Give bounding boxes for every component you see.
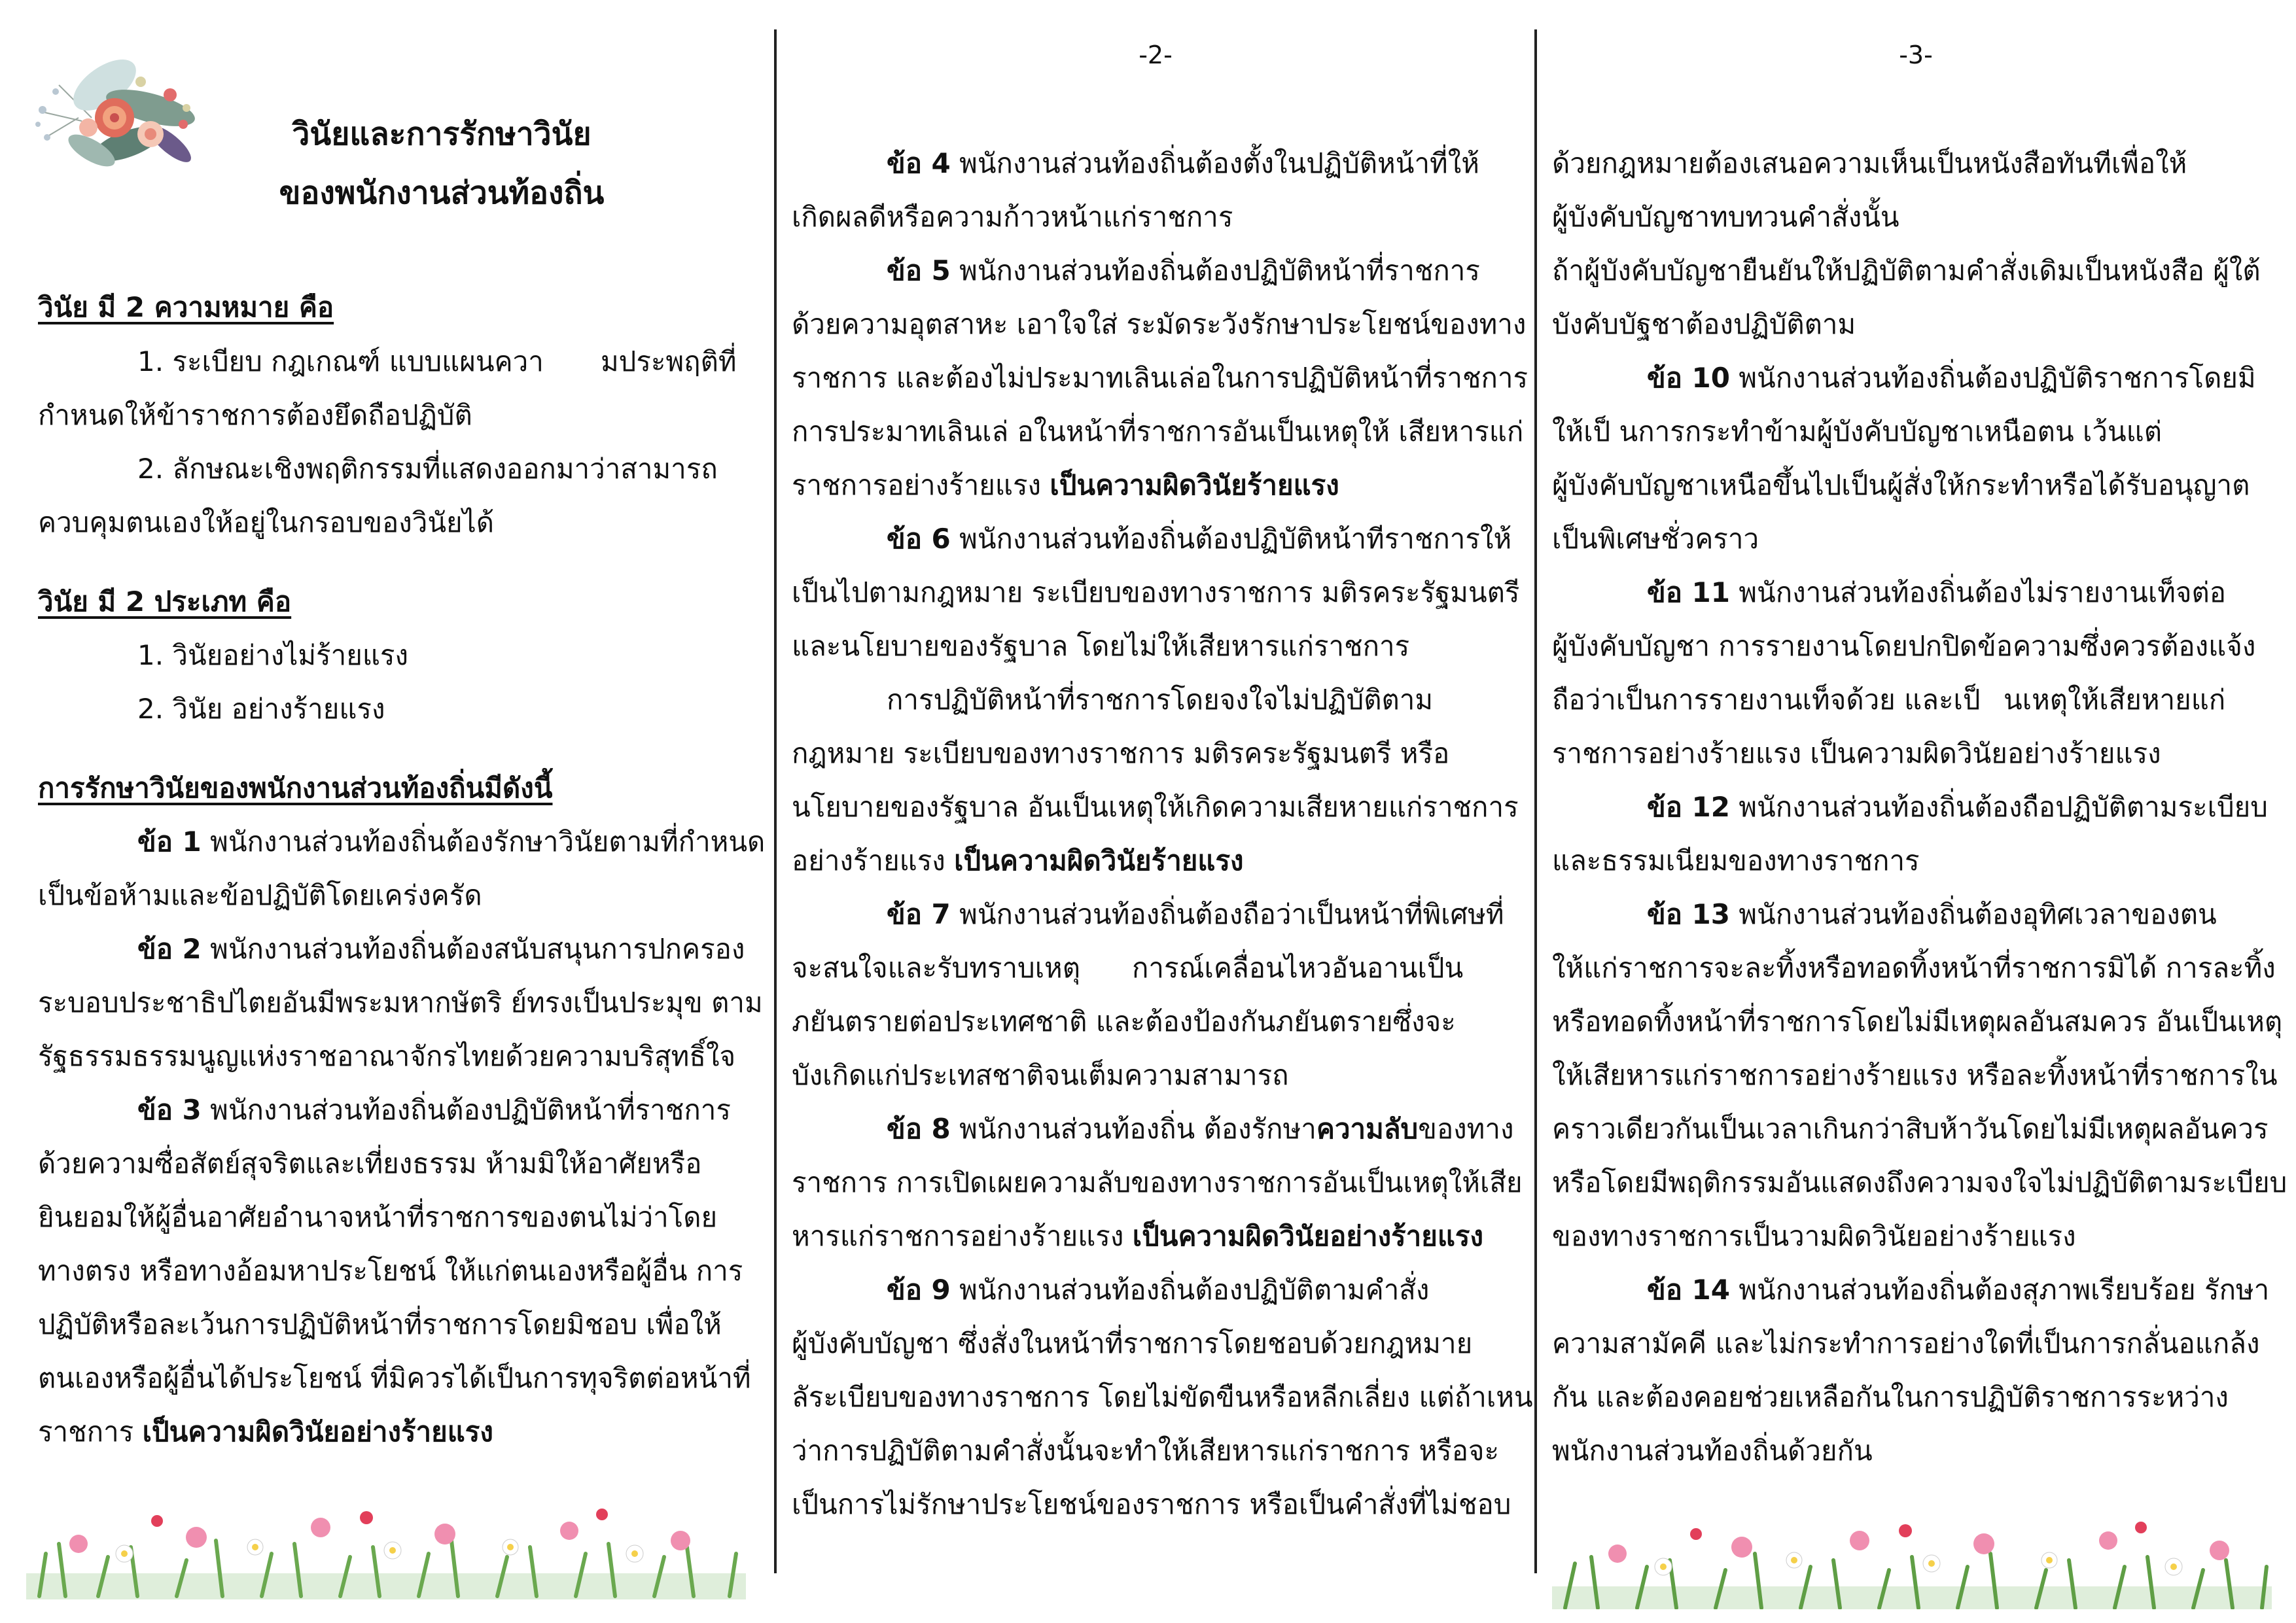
- flower-grass-border-image: [26, 1482, 746, 1599]
- rule-2-line-2: ระบอบประชาธิปไตยอันมีพระมหากษัตริ ย์ทรงเป็นประมุข ตาม: [38, 986, 763, 1019]
- rule-3-line-7: ราชการ เป็นความผิดวินัยอย่างร้ายแรง: [38, 1416, 493, 1448]
- rule-6-line-2: เป็นไปตามกฎหมาย ระเบียบของทางราชการ มติรคระรัฐมนตรี: [792, 576, 1520, 608]
- rule-11-line-3a: ถือว่าเป็นการรายงานเท็จด้วย และเป็: [1552, 684, 1981, 716]
- section-heading-rules: การรักษาวินัยของพนักงานส่วนท้องถิ่นมีดังนี้: [38, 772, 553, 804]
- rule-4-line-2: เกิดผลดีหรือความก้าวหน้าแก่ราชการ: [792, 201, 1233, 233]
- rule-8-line-3: หารแก่ราชการอย่างร้ายแรง เป็นความผิดวินัยอย่างร้ายแรง: [792, 1220, 1483, 1252]
- rule-10-line-4: เป็นพิเศษชั่วคราว: [1552, 523, 1759, 555]
- rule-14-line-1: ข้อ 14 พนักงานส่วนท้องถิ่นต้องสุภาพเรียบร้อย รักษา: [1647, 1274, 2270, 1306]
- rule-1-line-2: เป็นข้อห้ามและข้อปฏิบัติโดยเคร่งครัด: [38, 879, 482, 911]
- flower-grass-border-image: [1552, 1505, 2272, 1609]
- rule-11-line-1: ข้อ 11 พนักงานส่วนท้องถิ่นต้องไม่รายงานเท็จต่อ: [1647, 576, 2227, 608]
- meaning-1-part-a: 1. ระเบียบ กฎเกณฑ์ แบบแผนควา: [137, 345, 544, 377]
- section-heading-types: วินัย มี 2 ประเภท คือ: [38, 585, 292, 618]
- section-heading-meanings: วินัย มี 2 ความหมาย คือ: [38, 291, 334, 323]
- column-2: [775, 0, 1536, 1623]
- rule-3-line-5: ปฏิบัติหรือละเว้นการปฏิบัติหน้าที่ราชการโดยมิชอบ เพื่อให้: [38, 1308, 722, 1340]
- rule-3-line-3: ยินยอมให้ผู้อื่นอาศัยอำนาจหน้าที่ราชการของตนไม่ว่าโดย: [38, 1201, 718, 1233]
- rule-7-line-3: ภยันตรายต่อประเทศชาติ และต้องป้องกันภยันตรายซึ่งจะ: [792, 1005, 1456, 1038]
- rule-13-line-6: หรือโดยมีพฤติกรรมอันแสดงถึงความจงใจไม่ปฏิบัติตามระเบียบ: [1552, 1166, 2287, 1198]
- rule-2-line-3: รัฐธรรมธรรมนูญแห่งราชอาณาจักรไทยด้วยความบริสุทธิ์ใจ: [38, 1040, 736, 1072]
- meaning-2-part-a: 2. ลักษณะเชิงพฤติกรรมที่แสดงออกมาว่าสามารถ: [137, 453, 718, 485]
- rule-9-line-2: ผู้บังคับบัญชา ซึ่งสั่งในหน้าที่ราชการโดยชอบด้วยกฎหมาย: [792, 1327, 1473, 1359]
- rule-10-line-1: ข้อ 10 พนักงานส่วนท้องถิ่นต้องปฏิบัติราชการโดยมิ: [1647, 362, 2256, 394]
- rule-12-line-1: ข้อ 12 พนักงานส่วนท้องถิ่นต้องถือปฏิบัติตามระเบียบ: [1647, 791, 2268, 823]
- rule-5-line-3: ราชการ และต้องไม่ประมาทเลินเล่อในการปฏิบัติหน้าที่ราชการ: [792, 362, 1528, 394]
- rule-13-line-1: ข้อ 13 พนักงานส่วนท้องถิ่นต้องอุทิศเวลาของตน: [1647, 898, 2217, 930]
- rule-5-line-4: การประมาทเลินเล่ อในหน้าที่ราชการอันเป็นเหตุให้ เสียหารแก่: [792, 415, 1524, 447]
- rule-8-line-1: ข้อ 8 พนักงานส่วนท้องถิ่น ต้องรักษาความลับของทาง: [887, 1113, 1514, 1145]
- flower-bouquet-image: [20, 46, 249, 177]
- rule-4-line-1: ข้อ 4 พนักงานส่วนท้องถิ่นต้องตั้งในปฏิบัติหน้าที่ให้: [887, 147, 1479, 179]
- document-title-line1: วินัยและการรักษาวินัย: [292, 116, 592, 152]
- rule-13-line-2: ให้แก่ราชการจะละทิ้งหรือทอดทิ้งหน้าที่ราชการมิได้ การละทิ้ง: [1552, 952, 2276, 984]
- type-1: 1. วินัยอย่างไม่ร้ายแรง: [137, 639, 408, 671]
- rule-13-line-3: หรือทอดทิ้งหน้าที่ราชการโดยไม่มีเหตุผลอันสมควร อันเป็นเหตุ: [1552, 1005, 2283, 1038]
- meaning-1-part-b: มประพฤติที่: [601, 345, 737, 377]
- rule-3-line-1: ข้อ 3 พนักงานส่วนท้องถิ่นต้องปฏิบัติหน้าที่ราชการ: [137, 1094, 731, 1126]
- rule-9-continued-line-1: ด้วยกฎหมายต้องเสนอความเห็นเป็นหนังสือทันทีเพื่อให้: [1552, 147, 2187, 179]
- column-3: [1536, 0, 2296, 1623]
- rule-13-line-4: ให้เสียหารแก่ราชการอย่างร้ายแรง หรือละทิ้งหน้าที่ราชการใน: [1552, 1059, 2278, 1091]
- rule-5-line-5: ราชการอย่างร้ายแรง เป็นความผิดวินัยร้ายแรง: [792, 469, 1339, 501]
- column-1: [0, 0, 775, 1623]
- rule-6-line-6: นโยบายของรัฐบาล อันเป็นเหตุให้เกิดความเสียหายแก่ราชการ: [792, 791, 1519, 823]
- page-number: -3-: [1899, 41, 1933, 69]
- rule-10-line-2: ให้เป็ นการกระทำข้ามผู้บังคับบัญชาเหนือตน เว้นแต่: [1552, 415, 2163, 447]
- rule-14-line-2: ความสามัคคี และไม่กระทำการอย่างใดที่เป็นการกลั่นอแกล้ง: [1552, 1327, 2260, 1359]
- rule-3-line-2: ด้วยความซื่อสัตย์สุจริตและเที่ยงธรรม ห้ามมิให้อาศัยหรือ: [38, 1147, 702, 1179]
- rule-12-line-2: และธรรมเนียมของทางราชการ: [1552, 845, 1920, 877]
- rule-7-line-2a: จะสนใจและรับทราบเหตุ: [792, 952, 1081, 984]
- type-2: 2. วินัย อย่างร้ายแรง: [137, 693, 385, 725]
- rule-6-line-1: ข้อ 6 พนักงานส่วนท้องถิ่นต้องปฏิบัติหน้าทีราชการให้: [887, 523, 1512, 555]
- rule-9-continued-line-4: บังคับบัฐชาต้องปฏิบัติตาม: [1552, 308, 1856, 340]
- page-number: -2-: [1139, 41, 1173, 69]
- rule-7-line-2b: การณ์เคลื่อนไหวอันอานเป็น: [1132, 952, 1464, 984]
- rule-6-line-3: และนโยบายของรัฐบาล โดยไม่ให้เสียหารแก่ราชการ: [792, 630, 1410, 662]
- rule-3-line-6: ตนเองหรือผู้อื่นได้ประโยชน์ ที่มิควรได้เป็นการทุจริตต่อหน้าที่: [38, 1362, 751, 1394]
- rule-1-line-1: ข้อ 1 พนักงานส่วนท้องถิ่นต้องรักษาวินัยตามที่กำหนด: [137, 826, 766, 858]
- rule-10-line-3: ผู้บังคับบัญชาเหนือขึ้นไปเป็นผู้สั่งให้กระทำหรือได้รับอนุญาต: [1552, 469, 2250, 501]
- rule-13-line-5: คราวเดียวกันเป็นเวลาเกินกว่าสิบห้าวันโดยไม่มีเหตุผลอันควร: [1552, 1113, 2269, 1145]
- meaning-2-part-b: ควบคุมตนเองให้อยู่ในกรอบของวินัยได้: [38, 506, 495, 538]
- rule-9-line-4: ว่าการปฏิบัติตามคำสั่งนั้นจะทำให้เสียหารแก่ราชการ หรือจะ: [792, 1435, 1500, 1467]
- rule-9-continued-line-3: ถ้าผู้บังคับบัญชายืนยันให้ปฏิบัติตามคำสั่งเดิมเป็นหนังสือ ผู้ใต้: [1552, 254, 2261, 287]
- rule-9-line-1: ข้อ 9 พนักงานส่วนท้องถิ่นต้องปฏิบัติตามคำสั่ง: [887, 1274, 1430, 1306]
- rule-5-line-1: ข้อ 5 พนักงานส่วนท้องถิ่นต้องปฏิบัติหน้าที่ราชการ: [887, 254, 1480, 287]
- rule-6-line-5: กฎหมาย ระเบียบของทางราชการ มติรคระรัฐมนตรี หรือ: [792, 737, 1450, 769]
- rule-9-continued-line-2: ผู้บังคับบัญชาทบทวนคำสั่งนั้น: [1552, 201, 1899, 233]
- rule-11-line-4: ราชการอย่างร้ายแรง เป็นความผิดวินัยอย่างร้ายแรง: [1552, 737, 2161, 769]
- rule-7-line-4: บังเกิดแก่ประเทสชาติจนเต็มความสามารถ: [792, 1059, 1289, 1091]
- rule-3-line-4: ทางตรง หรือทางอ้อมหาประโยชน์ ให้แก่ตนเองหรือผู้อื่น การ: [38, 1255, 743, 1287]
- rule-9-line-5: เป็นการไม่รักษาประโยชน์ของราชการ หรือเป็นคำสั่งที่ไม่ชอบ: [792, 1488, 1511, 1520]
- meaning-1-part-c: กำหนดให้ข้าราชการต้องยึดถือปฏิบัติ: [38, 399, 472, 431]
- rule-8-line-2: ราชการ การเปิดเผยความลับของทางราชการอันเป็นเหตุให้เสีย: [792, 1166, 1523, 1198]
- rule-2-line-1: ข้อ 2 พนักงานส่วนท้องถิ่นต้องสนับสนุนการปกครอง: [137, 933, 745, 965]
- rule-11-line-2: ผู้บังคับบัญชา การรายงานโดยปกปิดข้อความซึ่งควรต้องแจ้ง: [1552, 630, 2256, 662]
- rule-13-line-7: ของทางราชการเป็นวามผิดวินัยอย่างร้ายแรง: [1552, 1220, 2076, 1252]
- rule-5-line-2: ด้วยความอุตสาหะ เอาใจใส่ ระมัดระวังรักษาประโยชน์ของทาง: [792, 308, 1527, 340]
- rule-14-line-3: กัน และต้องคอยช่วยเหลือกันในการปฏิบัติราชการระหว่าง: [1552, 1381, 2229, 1413]
- rule-7-line-1: ข้อ 7 พนักงานส่วนท้องถิ่นต้องถือว่าเป็นหน้าที่พิเศษที่: [887, 898, 1504, 930]
- rule-6-line-7: อย่างร้ายแรง เป็นความผิดวินัยร้ายแรง: [792, 845, 1244, 877]
- rule-14-line-4: พนักงานส่วนท้องถิ่นด้วยกัน: [1552, 1435, 1873, 1467]
- rule-6-line-4: การปฏิบัติหน้าที่ราชการโดยจงใจไม่ปฏิบัติตาม: [887, 684, 1434, 716]
- document-title-line2: ของพนักงานส่วนท้องถิ่น: [279, 175, 605, 211]
- rule-9-line-3: ลัระเบียบของทางราชการ โดยไม่ขัดขืนหรือหลีกเลี่ยง แต่ถ้าเหน: [792, 1381, 1533, 1413]
- rule-11-line-3b: นเหตุให้เสียหายแก่: [2004, 684, 2226, 716]
